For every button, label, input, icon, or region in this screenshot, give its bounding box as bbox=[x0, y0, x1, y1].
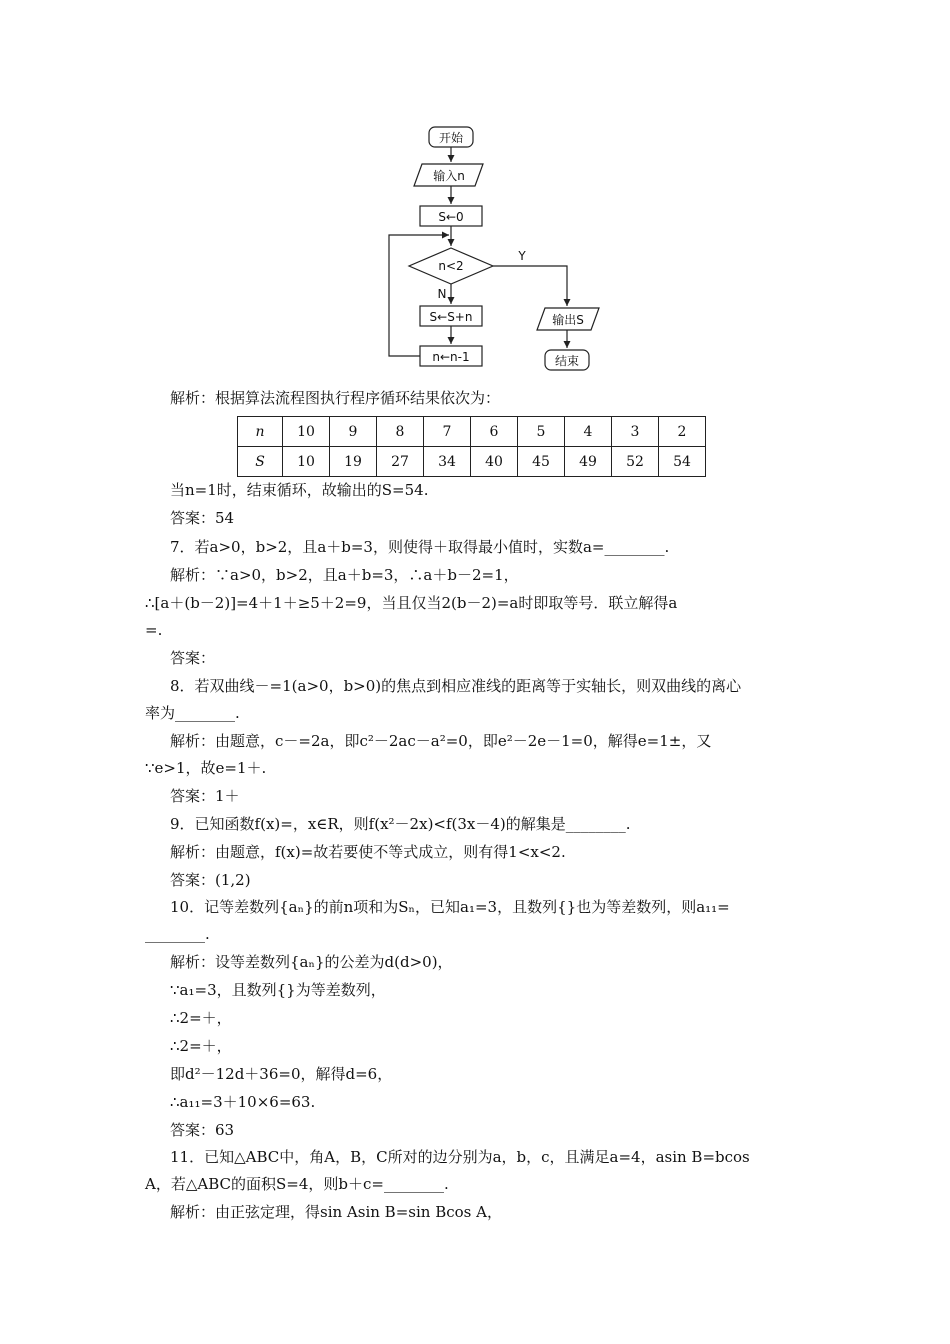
output-label: 输出S bbox=[552, 313, 584, 327]
table-cell: 5 bbox=[518, 417, 565, 447]
text-line: 解析：由题意，f(x)=故若要使不等式成立，则有得1<x<2. bbox=[170, 843, 566, 861]
algorithm-flowchart bbox=[380, 120, 620, 380]
yes-label: Y bbox=[518, 249, 526, 263]
table-cell: 9 bbox=[330, 417, 377, 447]
text-line: 率为________. bbox=[145, 704, 240, 722]
no-label: N bbox=[437, 287, 447, 301]
answer-line: 答案： bbox=[170, 649, 216, 667]
solution-intro: 解析：根据算法流程图执行程序循环结果依次为： bbox=[170, 389, 501, 407]
text-line: 解析：∵a>0，b>2，且a＋b=3，∴a＋b－2=1， bbox=[170, 566, 519, 584]
loop-result-table bbox=[237, 416, 706, 477]
text-line: A，若△ABC的面积S=4，则b＋c=________. bbox=[145, 1175, 449, 1193]
table-cell: 45 bbox=[518, 447, 565, 477]
text-line: ∵a₁=3，且数列{}为等差数列， bbox=[170, 981, 386, 999]
question-8: 8．若双曲线－=1(a>0，b>0)的焦点到相应准线的距离等于实轴长，则双曲线的离心 bbox=[170, 677, 742, 695]
table-cell: 2 bbox=[659, 417, 706, 447]
answer-line: 答案：54 bbox=[170, 509, 235, 527]
table-cell: 10 bbox=[283, 417, 330, 447]
text-line: ∴2=＋， bbox=[170, 1009, 232, 1027]
text-line: 当n=1时，结束循环，故输出的S=54. bbox=[170, 481, 429, 499]
condition-label: n<2 bbox=[438, 259, 464, 273]
init-label: S←0 bbox=[438, 210, 464, 224]
update-n-label: n←n-1 bbox=[432, 350, 470, 364]
text-line: 即d²－12d＋36=0，解得d=6， bbox=[170, 1065, 393, 1083]
table-cell: 27 bbox=[377, 447, 424, 477]
question-9: 9．已知函数f(x)=，x∈R，则f(x²－2x)<f(3x－4)的解集是________. bbox=[170, 815, 631, 833]
table-cell: 52 bbox=[612, 447, 659, 477]
table-cell: 34 bbox=[424, 447, 471, 477]
table-row bbox=[238, 447, 706, 477]
question-10: 10．记等差数列{aₙ}的前n项和为Sₙ，已知a₁=3，且数列{}也为等差数列，则a₁₁= bbox=[170, 898, 730, 916]
question-11: 11．已知△ABC中，角A，B，C所对的边分别为a，b，c，且满足a=4，asin B=bcos bbox=[170, 1148, 750, 1166]
text-line: 解析：设等差数列{aₙ}的公差为d(d>0)， bbox=[170, 953, 453, 971]
answer-line: 答案：63 bbox=[170, 1121, 235, 1139]
text-line: ________. bbox=[145, 925, 210, 943]
answer-line: 答案：1＋ bbox=[170, 787, 240, 805]
table-cell: 19 bbox=[330, 447, 377, 477]
text-line: 解析：由题意，c－=2a，即c²－2ac－a²=0，即e²－2e－1=0，解得e=1±，又 bbox=[170, 732, 712, 750]
text-line: ∴a₁₁=3＋10×6=63. bbox=[170, 1093, 316, 1111]
table-cell: 3 bbox=[612, 417, 659, 447]
table-cell: 40 bbox=[471, 447, 518, 477]
start-label: 开始 bbox=[438, 131, 464, 145]
text-line: 解析：由正弦定理，得sin Asin B=sin Bcos A， bbox=[170, 1203, 502, 1221]
table-cell: 7 bbox=[424, 417, 471, 447]
table-cell: 4 bbox=[565, 417, 612, 447]
table-cell: 49 bbox=[565, 447, 612, 477]
answer-line: 答案：(1,2) bbox=[170, 871, 251, 889]
table-cell: 54 bbox=[659, 447, 706, 477]
end-label: 结束 bbox=[554, 354, 580, 368]
table-cell: 10 bbox=[283, 447, 330, 477]
text-line: =. bbox=[145, 621, 163, 639]
table-cell: 8 bbox=[377, 417, 424, 447]
table-cell: n bbox=[238, 417, 283, 447]
table-row bbox=[238, 417, 706, 447]
table-cell: S bbox=[238, 447, 283, 477]
text-line: ∵e>1，故e=1＋. bbox=[145, 759, 267, 777]
text-line: ∴[a＋(b－2)]=4＋1＋≥5＋2=9，当且仅当2(b－2)=a时即取等号．联立解得a bbox=[145, 594, 678, 612]
input-label: 输入n bbox=[433, 169, 465, 183]
update-s-label: S←S+n bbox=[429, 310, 473, 324]
question-7: 7．若a>0，b>2，且a＋b=3，则使得＋取得最小值时，实数a=________. bbox=[170, 538, 670, 556]
table-cell: 6 bbox=[471, 417, 518, 447]
text-line: ∴2=＋， bbox=[170, 1037, 232, 1055]
